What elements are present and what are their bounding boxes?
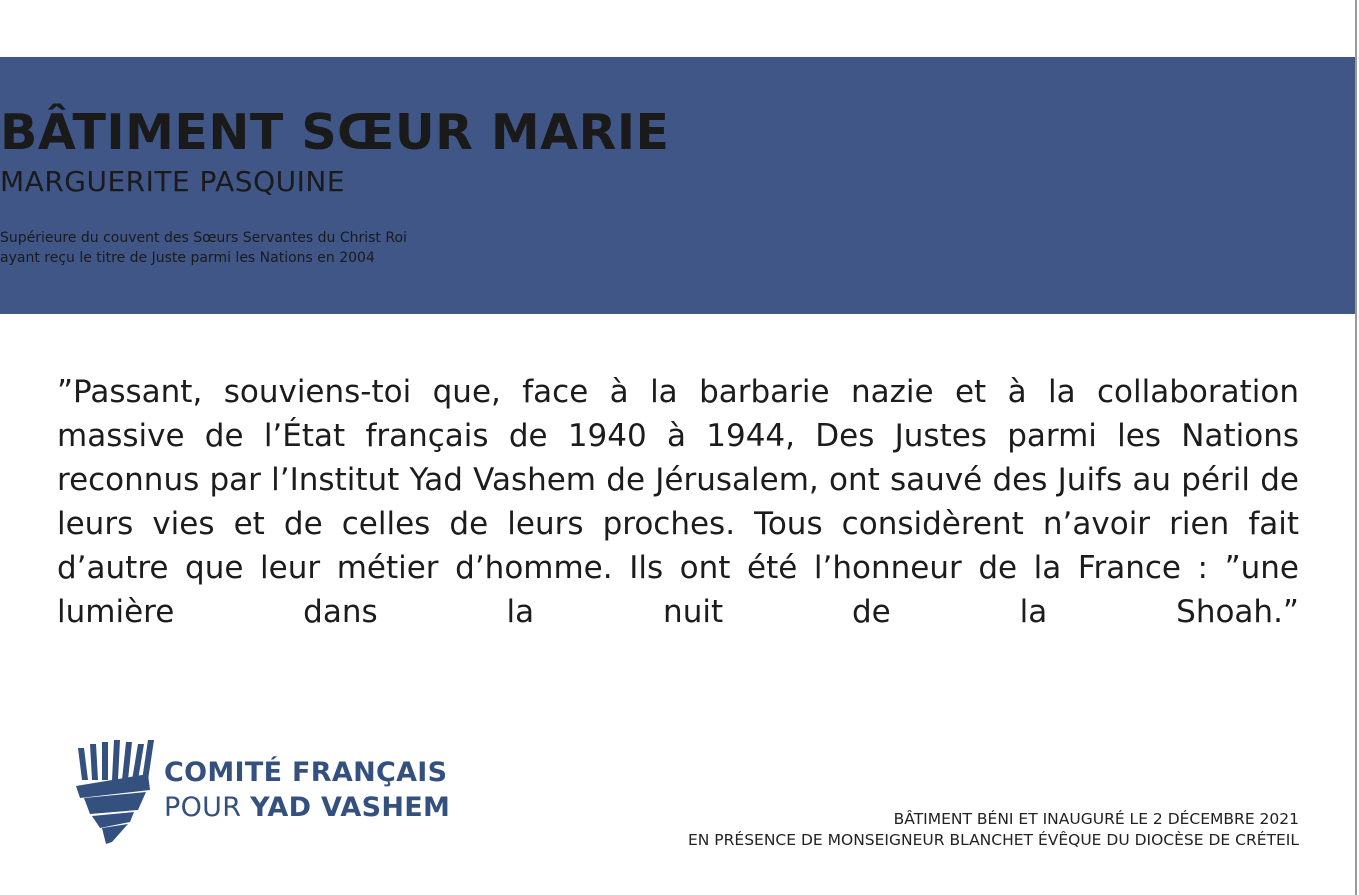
banner-description-line-1: Supérieure du couvent des Sœurs Servantes du Christ Roi	[0, 230, 407, 246]
comite-francais-yad-vashem-logo	[76, 738, 496, 848]
logo-text-prefix: POUR	[164, 792, 251, 823]
building-title: BÂTIMENT SŒUR MARIE	[0, 104, 670, 161]
page-edge-rule	[1355, 0, 1357, 895]
banner-description-line-2: ayant reçu le titre de Juste parmi les Nations en 2004	[0, 250, 375, 266]
inauguration-note-line-2: EN PRÉSENCE DE MONSEIGNEUR BLANCHET ÉVÊQUE DU DIOCÈSE DE CRÉTEIL	[687, 831, 1299, 849]
logo-text-line-1: COMITÉ FRANÇAIS	[164, 757, 448, 788]
inauguration-note-line-1: BÂTIMENT BÉNI ET INAUGURÉ LE 2 DÉCEMBRE 2021	[893, 810, 1299, 828]
menorah-ribbon-icon	[76, 738, 156, 844]
memorial-quote: ”Passant, souviens-toi que, face à la barbarie nazie et à la collaboration massive de l’État français de 1940 à 1944, Des Justes parmi les Nations reconnus par l’Institut Yad Vashem de Jérusalem, ont sauvé des Juifs au péril de leurs vies et de celles de leurs proches. Tous considèrent n’avoir rien fait d’autre que leur métier d’homme. Ils ont été l’honneur de la France : ”une lumière dans la nuit de la Shoah.”	[57, 374, 1299, 630]
building-subtitle: MARGUERITE PASQUINE	[0, 165, 346, 198]
banner-description	[0, 228, 1355, 268]
logo-text-bold: YAD VASHEM	[250, 792, 451, 823]
logo-text-line-2	[164, 792, 450, 824]
inauguration-note	[599, 809, 1299, 851]
